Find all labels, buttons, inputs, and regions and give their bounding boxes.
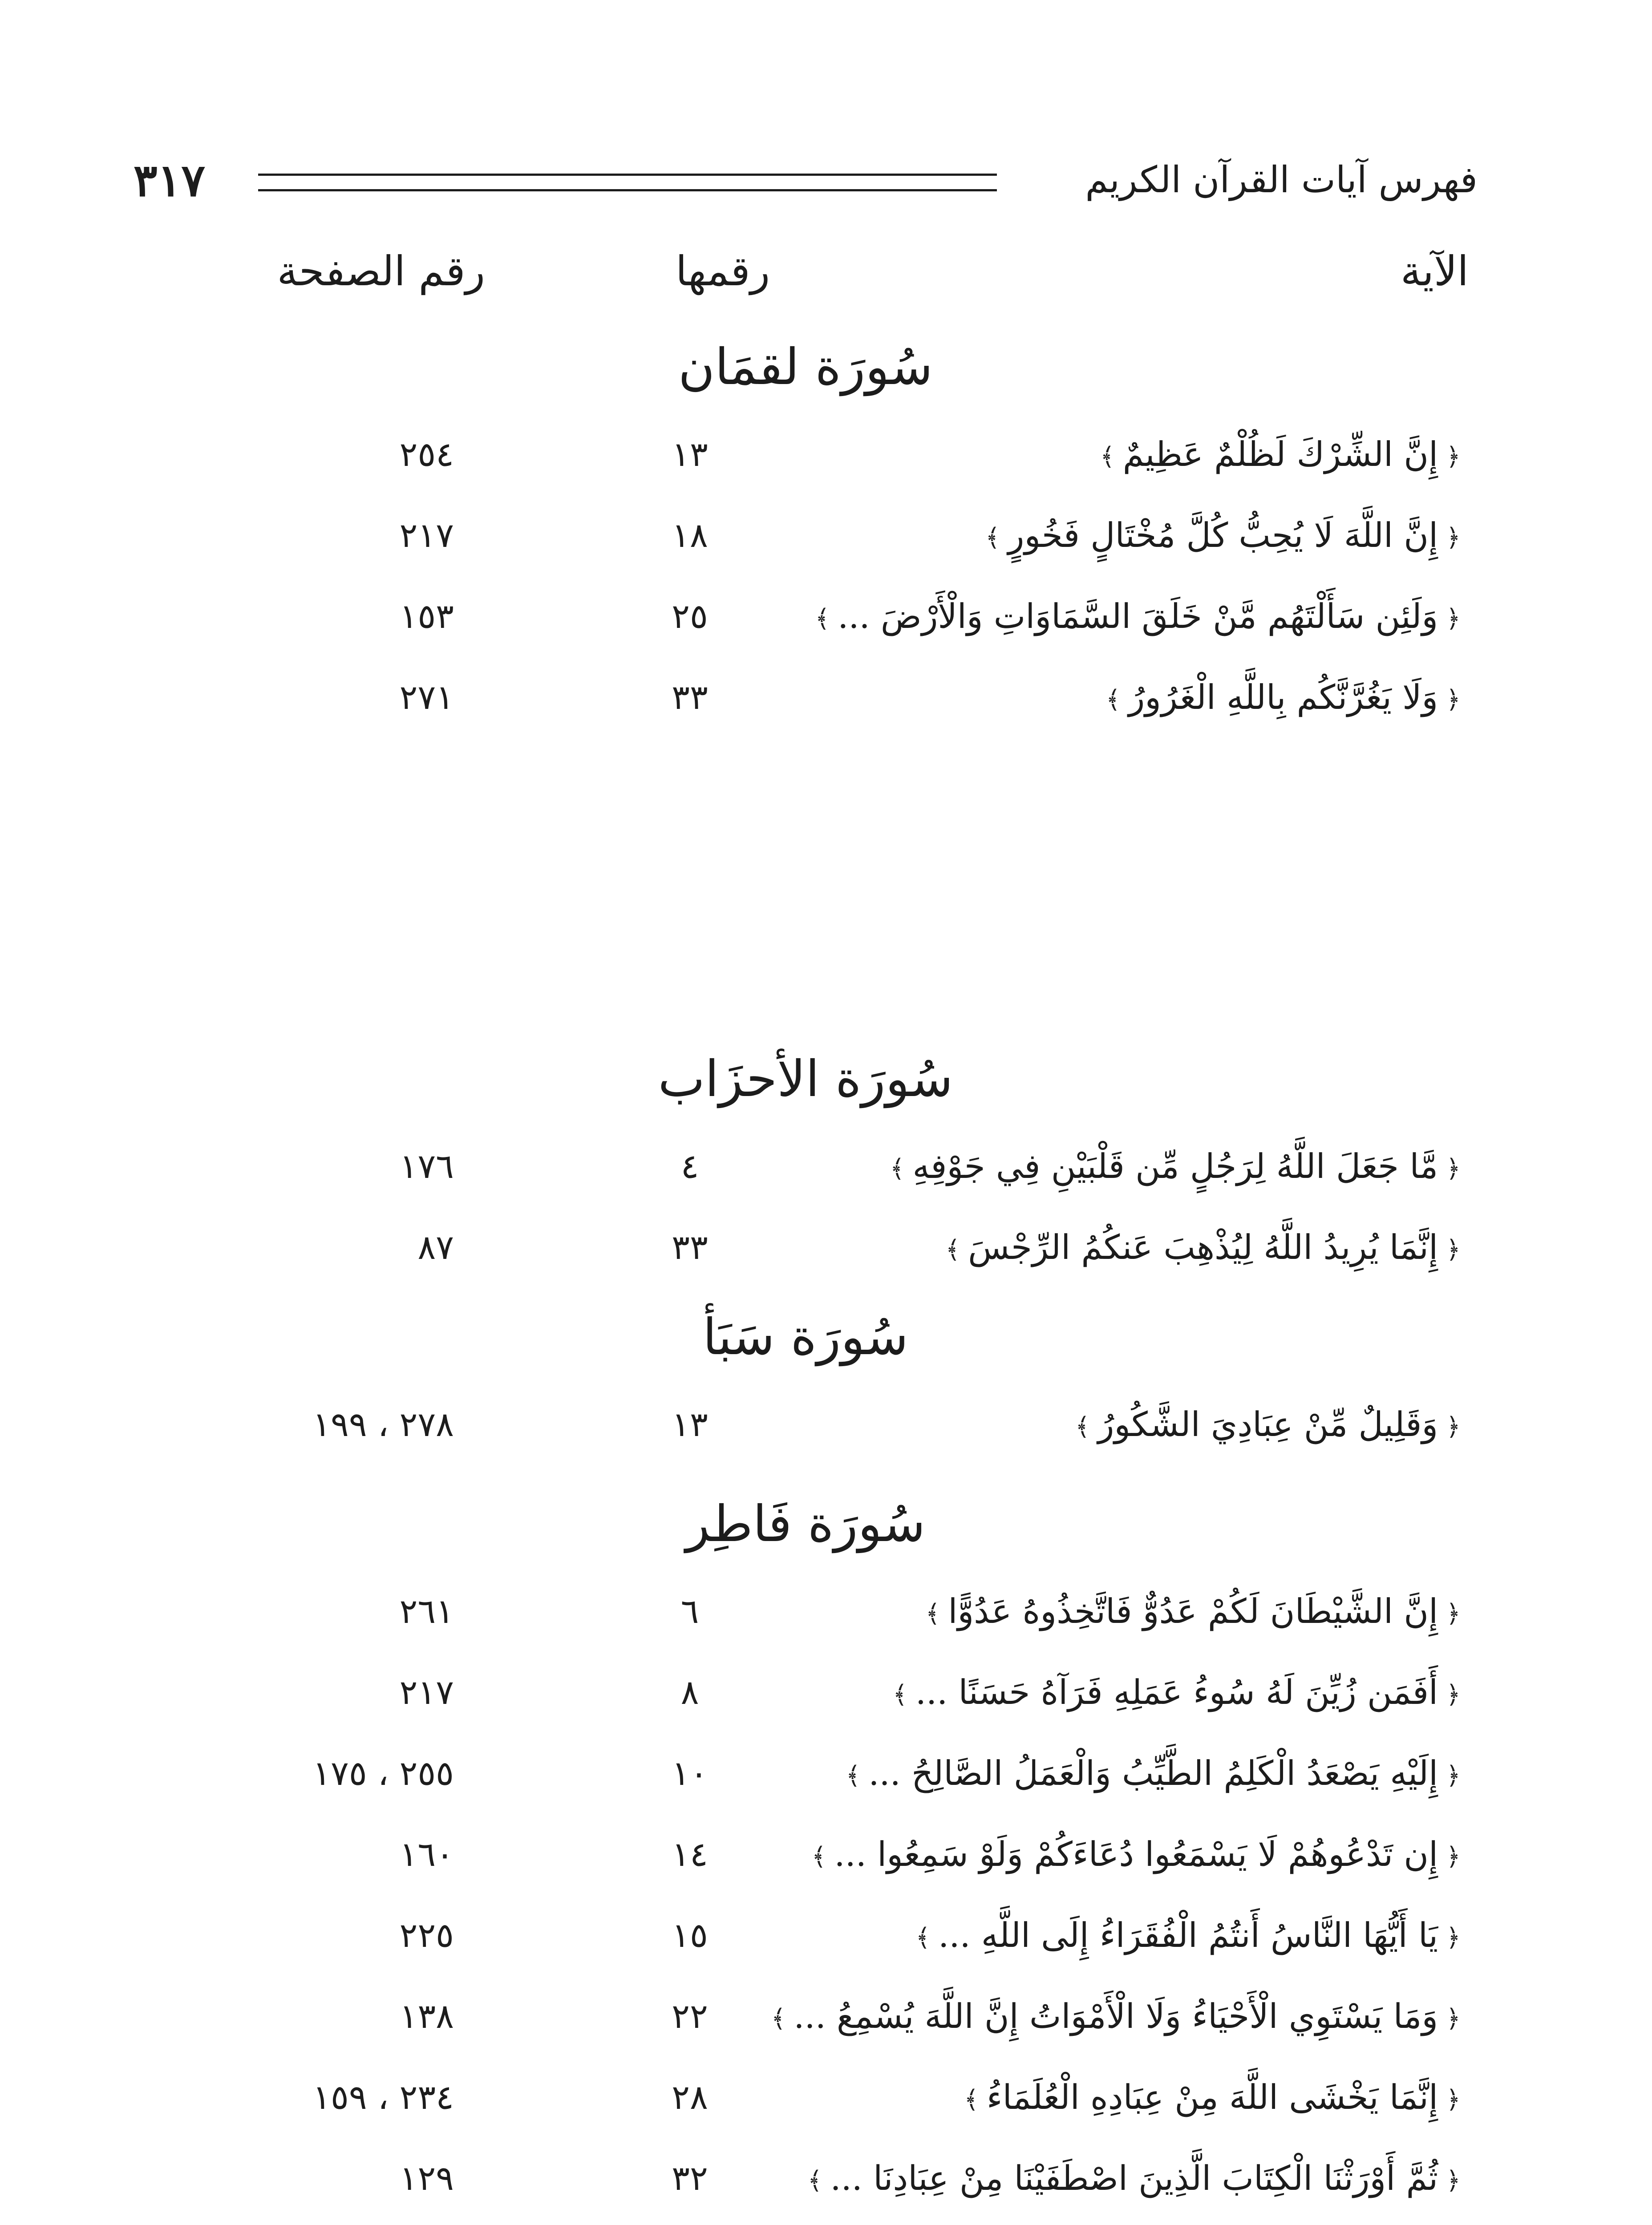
verse-text bbox=[846, 1384, 1469, 1465]
index-title: فهرس آيات القرآن الكريم bbox=[1085, 159, 1478, 201]
page-reference: ٢٣٤ ، ١٥٩ bbox=[312, 2077, 454, 2117]
page-reference: ٢٥٥ ، ١٧٥ bbox=[312, 1753, 454, 1793]
verse-words: إِنَّ اللَّهَ لَا يُحِبُّ كُلَّ مُخْتَالٍ فَخُورٍ bbox=[1008, 515, 1438, 555]
verse-text bbox=[815, 576, 1469, 657]
ornate-bracket-open-icon: ﴿ bbox=[1446, 1154, 1461, 1183]
ornate-bracket-close-icon: ﴾ bbox=[815, 604, 830, 633]
verse-words: إِنَّمَا يَخْشَى اللَّهَ مِنْ عِبَادِهِ الْعُلَمَاءُ bbox=[986, 2077, 1438, 2117]
ornate-bracket-close-icon bbox=[927, 2221, 958, 2225]
surah-title: سُورَة سَبَأ bbox=[703, 1308, 908, 1366]
column-header-ayah-number: رقمها bbox=[675, 247, 770, 295]
page-reference: ١٣٨ bbox=[399, 1996, 454, 2036]
ayah-number: ٣٢ bbox=[672, 2158, 708, 2198]
verse-text bbox=[846, 657, 1469, 738]
ornate-bracket-close-icon: ﴾ bbox=[807, 2166, 822, 2195]
verse-row bbox=[134, 657, 1478, 738]
surah-section bbox=[134, 1290, 1478, 1465]
page-reference: ٢٧٨ ، ١٩٩ bbox=[312, 1404, 454, 1444]
ornate-bracket-close-icon: ﴾ bbox=[925, 1599, 940, 1628]
verse-text bbox=[846, 1652, 1469, 1733]
ornate-bracket-open-icon: ﴿ bbox=[1446, 1923, 1461, 1952]
verse-row bbox=[134, 1733, 1478, 1814]
surah-title: سُورَة فَاطِر bbox=[685, 1495, 926, 1553]
verse-words: مَّا جَعَلَ اللَّهُ لِرَجُلٍ مِّن قَلْبَيْنِ فِي جَوْفِهِ bbox=[912, 1146, 1438, 1186]
verse-words: إِن تَدْعُوهُمْ لَا يَسْمَعُوا دُعَاءَكُمْ وَلَوْ سَمِعُوا ... bbox=[834, 1834, 1438, 1874]
ornate-bracket-open-icon: ﴿ bbox=[1446, 1761, 1461, 1790]
verse-row bbox=[134, 1814, 1478, 1895]
ornate-bracket-open-icon bbox=[1438, 2221, 1469, 2225]
ayah-number: ١٣ bbox=[672, 434, 708, 474]
verse-row bbox=[134, 1384, 1478, 1465]
verse-text bbox=[811, 1814, 1469, 1895]
verse-words: وَمَا يَسْتَوِي الْأَحْيَاءُ وَلَا الْأَمْوَاتُ إِنَّ اللَّهَ يُسْمِعُ ... bbox=[794, 1996, 1438, 2036]
ornate-bracket-close-icon: ﴾ bbox=[945, 1235, 960, 1264]
column-header-page-number: رقم الصفحة bbox=[277, 247, 485, 295]
verse-words: أَفَمَن زُيِّنَ لَهُ سُوءُ عَمَلِهِ فَرَآهُ حَسَنًا ... bbox=[915, 1672, 1438, 1712]
verse-text bbox=[846, 1207, 1469, 1288]
page-reference: ٢٦١ bbox=[399, 1591, 454, 1631]
ornate-bracket-close-icon: ﴾ bbox=[1100, 442, 1115, 471]
verse-words: إِنَّ الشِّرْكَ لَظُلْمٌ عَظِيمٌ bbox=[1122, 434, 1438, 474]
verse-row bbox=[134, 2057, 1478, 2138]
ayah-number: ١٨ bbox=[672, 515, 708, 555]
verse-text bbox=[846, 1126, 1469, 1207]
surah-section bbox=[134, 1032, 1478, 1288]
ayah-number bbox=[623, 2219, 757, 2225]
verse-row bbox=[134, 576, 1478, 657]
verse-words: إِنَّمَا يُرِيدُ اللَّهُ لِيُذْهِبَ عَنكُمُ الرِّجْسَ bbox=[968, 1227, 1438, 1267]
verse-words: وَلَئِن سَأَلْتَهُم مَّنْ خَلَقَ السَّمَاوَاتِ وَالْأَرْضَ ... bbox=[838, 596, 1438, 636]
verse-words: يَا أَيُّهَا النَّاسُ أَنتُمُ الْفُقَرَاءُ إِلَى اللَّهِ ... bbox=[938, 1915, 1438, 1955]
ornate-bracket-open-icon: ﴿ bbox=[1446, 2004, 1461, 2033]
ornate-bracket-open-icon: ﴿ bbox=[1446, 1842, 1461, 1871]
page-reference: ٢٥٤ bbox=[399, 434, 454, 474]
ornate-bracket-open-icon: ﴿ bbox=[1446, 1412, 1461, 1441]
ayah-number: ٣٣ bbox=[672, 677, 708, 717]
verse-words: وَلَا يَغُرَّنَّكُم بِاللَّهِ الْغَرُورُ bbox=[1128, 677, 1438, 717]
ayah-number: ١٤ bbox=[672, 1834, 708, 1874]
ornate-bracket-close-icon: ﴾ bbox=[890, 1154, 905, 1183]
page-reference: ١٧٦ bbox=[399, 1146, 454, 1186]
surah-section bbox=[134, 320, 1478, 738]
ornate-bracket-open-icon: ﴿ bbox=[1446, 2085, 1461, 2114]
page-reference: ٢٧١ bbox=[399, 677, 454, 717]
ayah-number: ٢٥ bbox=[672, 596, 708, 636]
verse-text bbox=[846, 2219, 1469, 2225]
verse-row bbox=[134, 1571, 1478, 1652]
ornate-bracket-open-icon: ﴿ bbox=[1446, 523, 1461, 552]
verse-words: ثُمَّ أَوْرَثْنَا الْكِتَابَ الَّذِينَ اصْطَفَيْنَا مِنْ عِبَادِنَا ... bbox=[830, 2158, 1438, 2198]
ayah-number: ١٣ bbox=[672, 1404, 708, 1444]
ornate-bracket-close-icon: ﴾ bbox=[771, 2004, 786, 2033]
verse-words: وَقَلِيلٌ مِّنْ عِبَادِيَ الشَّكُورُ bbox=[1097, 1404, 1438, 1444]
verse-text bbox=[846, 1895, 1469, 1976]
verse-row bbox=[134, 1126, 1478, 1207]
verse-text bbox=[846, 2057, 1469, 2138]
ornate-bracket-close-icon: ﴾ bbox=[1075, 1412, 1090, 1441]
column-headers bbox=[134, 227, 1478, 316]
column-header-ayah: الآية bbox=[1401, 247, 1469, 295]
ornate-bracket-close-icon: ﴾ bbox=[811, 1842, 826, 1871]
surah-section bbox=[134, 1477, 1478, 2225]
verse-text bbox=[846, 495, 1469, 576]
verse-words: إِلَيْهِ يَصْعَدُ الْكَلِمُ الطَّيِّبُ وَالْعَمَلُ الصَّالِحُ ... bbox=[868, 1753, 1438, 1793]
surah-title: سُورَة الأحزَاب bbox=[658, 1050, 953, 1108]
page-reference bbox=[134, 2219, 454, 2225]
ornate-bracket-open-icon: ﴿ bbox=[1446, 604, 1461, 633]
verse-text bbox=[807, 2138, 1469, 2219]
page-reference: ٢١٧ bbox=[399, 515, 454, 555]
ayah-number: ٢٨ bbox=[672, 2077, 708, 2117]
verse-words: إِنَّ الشَّيْطَانَ لَكُمْ عَدُوٌّ فَاتَّخِذُوهُ عَدُوًّا bbox=[948, 1591, 1438, 1631]
index-body bbox=[134, 320, 1478, 2225]
ornate-bracket-close-icon: ﴾ bbox=[893, 1680, 907, 1709]
ornate-bracket-open-icon: ﴿ bbox=[1446, 1235, 1461, 1264]
surah-title: سُورَة لقمَان bbox=[678, 338, 933, 396]
verse-row bbox=[134, 1652, 1478, 1733]
ayah-number: ١٥ bbox=[672, 1915, 708, 1955]
verse-row bbox=[134, 2138, 1478, 2219]
ayah-number: ٦ bbox=[680, 1591, 699, 1631]
ornate-bracket-close-icon: ﴾ bbox=[964, 2085, 979, 2114]
page-reference: ٢٢٥ bbox=[399, 1915, 454, 1955]
ornate-bracket-open-icon: ﴿ bbox=[1446, 2166, 1461, 2195]
page-reference: ١٦٠ bbox=[399, 1834, 454, 1874]
page-reference: ٨٧ bbox=[417, 1227, 454, 1267]
ornate-bracket-open-icon: ﴿ bbox=[1446, 442, 1461, 471]
verse-text bbox=[771, 1976, 1469, 2057]
page-reference: ٢١٧ bbox=[399, 1672, 454, 1712]
page-reference: ١٥٣ bbox=[399, 596, 454, 636]
verse-row bbox=[134, 1207, 1478, 1288]
ornate-bracket-close-icon: ﴾ bbox=[985, 523, 1000, 552]
ayah-number: ٤ bbox=[680, 1146, 699, 1186]
verse-row bbox=[134, 414, 1478, 495]
ornate-bracket-open-icon: ﴿ bbox=[1446, 685, 1461, 714]
ornate-bracket-open-icon: ﴿ bbox=[1446, 1680, 1461, 1709]
verse-row bbox=[134, 1895, 1478, 1976]
verse-row bbox=[134, 1976, 1478, 2057]
page-header bbox=[134, 147, 1478, 214]
ayah-number: ١٠ bbox=[672, 1753, 708, 1793]
verse-text bbox=[846, 414, 1469, 495]
header-double-rule bbox=[258, 174, 997, 191]
ornate-bracket-close-icon: ﴾ bbox=[846, 1761, 861, 1790]
ayah-number: ٢٢ bbox=[672, 1996, 708, 2036]
verse-row bbox=[134, 495, 1478, 576]
verse-text bbox=[846, 1733, 1469, 1814]
page-number: ٣١٧ bbox=[134, 154, 206, 206]
ornate-bracket-close-icon: ﴾ bbox=[915, 1923, 931, 1952]
verse-row bbox=[134, 2219, 1478, 2225]
ornate-bracket-close-icon: ﴾ bbox=[1105, 685, 1121, 714]
ornate-bracket-open-icon: ﴿ bbox=[1446, 1599, 1461, 1628]
verse-text bbox=[846, 1571, 1469, 1652]
ayah-number: ٨ bbox=[680, 1672, 699, 1712]
ayah-number: ٣٣ bbox=[672, 1227, 708, 1267]
page-reference: ١٢٩ bbox=[399, 2158, 454, 2198]
